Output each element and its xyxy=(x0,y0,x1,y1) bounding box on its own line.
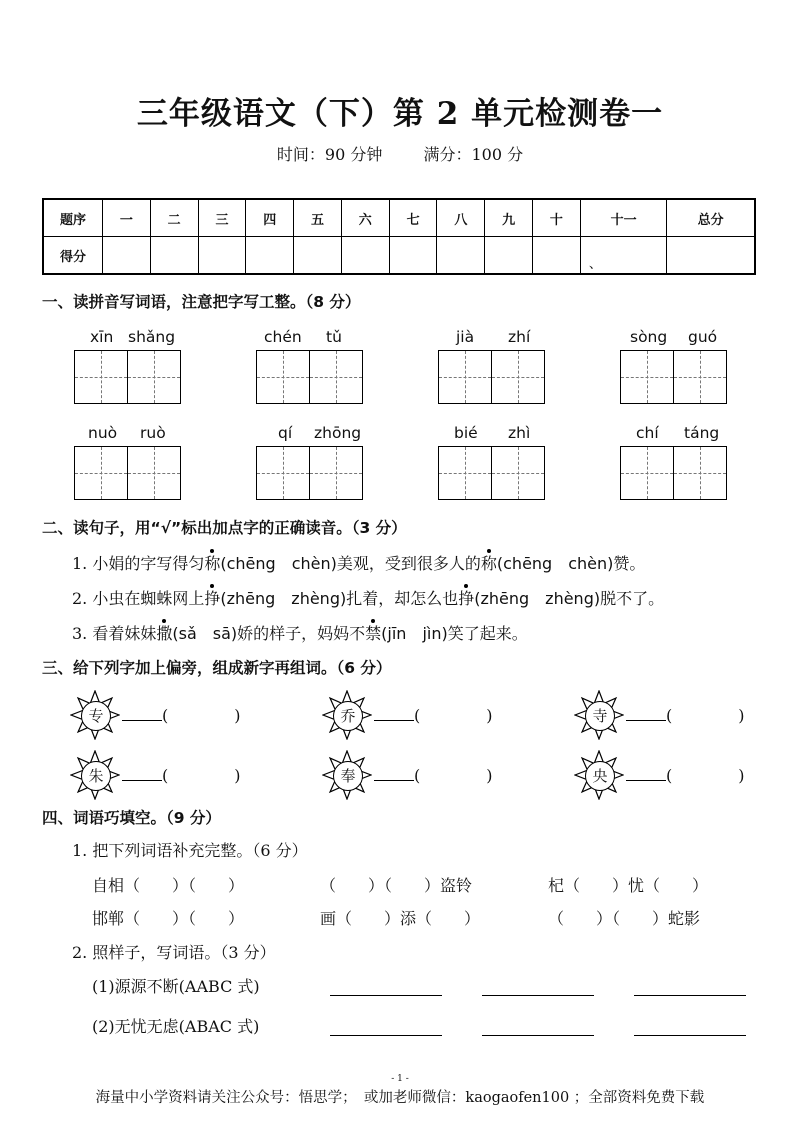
header-cell: 十 xyxy=(533,199,581,237)
header-cell: 二 xyxy=(150,199,198,237)
pinyin: jià xyxy=(456,328,475,346)
example-1: (1)源源不断(AABC 式) xyxy=(92,977,260,996)
header-cell: 总分 xyxy=(667,199,755,237)
section-3-heading: 三、给下列字加上偏旁，组成新字再组词。（6 分） xyxy=(42,659,392,677)
idiom-fill[interactable]: （ ）（ ）盗铃 xyxy=(320,876,473,895)
score-cell[interactable]: 、 xyxy=(580,237,667,275)
score-table-header xyxy=(43,199,755,237)
score-cell[interactable] xyxy=(246,237,294,275)
score-cell[interactable] xyxy=(389,237,437,275)
pinyin: guó xyxy=(688,328,718,346)
header-cell: 题序 xyxy=(43,199,103,237)
time-limit: 时间：90 分钟 xyxy=(276,145,383,164)
answer-line[interactable] xyxy=(330,1035,442,1036)
subquestion-2: 2. 照样子，写词语。（3 分） xyxy=(72,943,276,962)
sentence-2: 2. 小虫在蜘蛛网上挣(zhēng zhèng)扎着，却怎么也挣(zhēng zhèng)脱不了。 xyxy=(72,589,665,608)
score-cell[interactable] xyxy=(103,237,151,275)
pinyin: zhōng xyxy=(314,424,362,442)
flower-char-icon: 寺 xyxy=(574,690,624,740)
score-table xyxy=(42,198,756,275)
dotted-char: 称 xyxy=(204,554,221,573)
tianzige-box[interactable] xyxy=(438,350,545,404)
pinyin: ruò xyxy=(140,424,166,442)
pinyin: chí xyxy=(636,424,659,442)
header-cell: 三 xyxy=(198,199,246,237)
idiom-fill[interactable]: 杞（ ）忧（ ） xyxy=(548,876,709,895)
header-cell: 六 xyxy=(341,199,389,237)
answer-blank[interactable]: ( ) xyxy=(626,766,745,785)
header-cell: 九 xyxy=(485,199,533,237)
pinyin: qí xyxy=(278,424,293,442)
tianzige-box[interactable] xyxy=(256,350,363,404)
pinyin: xīn xyxy=(90,328,114,346)
pinyin: chén xyxy=(264,328,302,346)
pinyin: bié xyxy=(454,424,478,442)
flower-char-icon: 乔 xyxy=(322,690,372,740)
score-table-row xyxy=(43,237,755,275)
dotted-char: 称 xyxy=(480,554,497,573)
score-cell[interactable] xyxy=(198,237,246,275)
answer-line[interactable] xyxy=(634,995,746,996)
row-label: 得分 xyxy=(43,237,103,275)
score-cell[interactable] xyxy=(667,237,755,275)
page-number: - 1 - xyxy=(391,1074,409,1084)
header-cell: 四 xyxy=(246,199,294,237)
pinyin: tǔ xyxy=(326,328,342,346)
flower-char-icon: 朱 xyxy=(70,750,120,800)
score-cell[interactable] xyxy=(150,237,198,275)
pinyin: zhì xyxy=(508,424,531,442)
answer-blank[interactable]: ( ) xyxy=(374,706,493,725)
dotted-char: 禁 xyxy=(365,624,382,643)
answer-line[interactable] xyxy=(634,1035,746,1036)
dotted-char: 挣 xyxy=(204,589,221,608)
score-cell[interactable] xyxy=(485,237,533,275)
answer-line[interactable] xyxy=(482,995,594,996)
tianzige-box[interactable] xyxy=(620,350,727,404)
idiom-fill[interactable]: （ ）（ ）蛇影 xyxy=(548,909,701,928)
flower-char-icon: 奉 xyxy=(322,750,372,800)
sentence-1: 1. 小娟的字写得匀称(chēng chèn)美观，受到很多人的称(chēng chèn)赞。 xyxy=(72,554,646,573)
pinyin: sòng xyxy=(630,328,668,346)
score-cell[interactable] xyxy=(341,237,389,275)
pinyin: zhí xyxy=(508,328,531,346)
header-cell: 七 xyxy=(389,199,437,237)
dotted-char: 撒 xyxy=(156,624,173,643)
pinyin: shǎng xyxy=(128,328,176,346)
footer-notice: 海量中小学资料请关注公众号：悟思学； 或加老师微信：kaogaofen100 ；全部资料免费下载 xyxy=(95,1090,705,1106)
score-cell[interactable] xyxy=(533,237,581,275)
score-cell[interactable] xyxy=(294,237,342,275)
header-cell: 五 xyxy=(294,199,342,237)
header-cell: 八 xyxy=(437,199,485,237)
section-2-heading: 二、读句子，用“√”标出加点字的正确读音。（3 分） xyxy=(42,519,407,537)
idiom-fill[interactable]: 自相（ ）（ ） xyxy=(92,876,245,895)
sentence-3: 3. 看着妹妹撒(sǎ sā)娇的样子，妈妈不禁(jīn jìn)笑了起来。 xyxy=(72,624,528,643)
answer-blank[interactable]: ( ) xyxy=(122,706,241,725)
subquestion-1: 1. 把下列词语补充完整。（6 分） xyxy=(72,841,308,860)
answer-blank[interactable]: ( ) xyxy=(626,706,745,725)
page-title: 三年级语文（下）第 2 单元检测卷一 xyxy=(136,96,664,132)
pinyin: nuò xyxy=(88,424,118,442)
score-cell[interactable] xyxy=(437,237,485,275)
answer-line[interactable] xyxy=(330,995,442,996)
full-score: 满分：100 分 xyxy=(423,145,524,164)
tianzige-box[interactable] xyxy=(74,446,181,500)
answer-line[interactable] xyxy=(482,1035,594,1036)
tianzige-box[interactable] xyxy=(438,446,545,500)
section-1-heading: 一、读拼音写词语，注意把字写工整。（8 分） xyxy=(42,293,361,311)
exam-info xyxy=(0,142,800,165)
flower-char-icon: 央 xyxy=(574,750,624,800)
flower-char-icon: 专 xyxy=(70,690,120,740)
idiom-fill[interactable]: 画（ ）添（ ） xyxy=(320,909,481,928)
section-4-heading: 四、词语巧填空。（9 分） xyxy=(42,809,221,827)
answer-blank[interactable]: ( ) xyxy=(374,766,493,785)
pinyin: táng xyxy=(684,424,720,442)
tianzige-box[interactable] xyxy=(620,446,727,500)
header-cell: 一 xyxy=(103,199,151,237)
header-cell: 十一 xyxy=(580,199,667,237)
example-2: (2)无忧无虑(ABAC 式) xyxy=(92,1017,260,1036)
idiom-fill[interactable]: 邯郸（ ）（ ） xyxy=(92,909,245,928)
tianzige-box[interactable] xyxy=(74,350,181,404)
answer-blank[interactable]: ( ) xyxy=(122,766,241,785)
tianzige-box[interactable] xyxy=(256,446,363,500)
dotted-char: 挣 xyxy=(458,589,475,608)
